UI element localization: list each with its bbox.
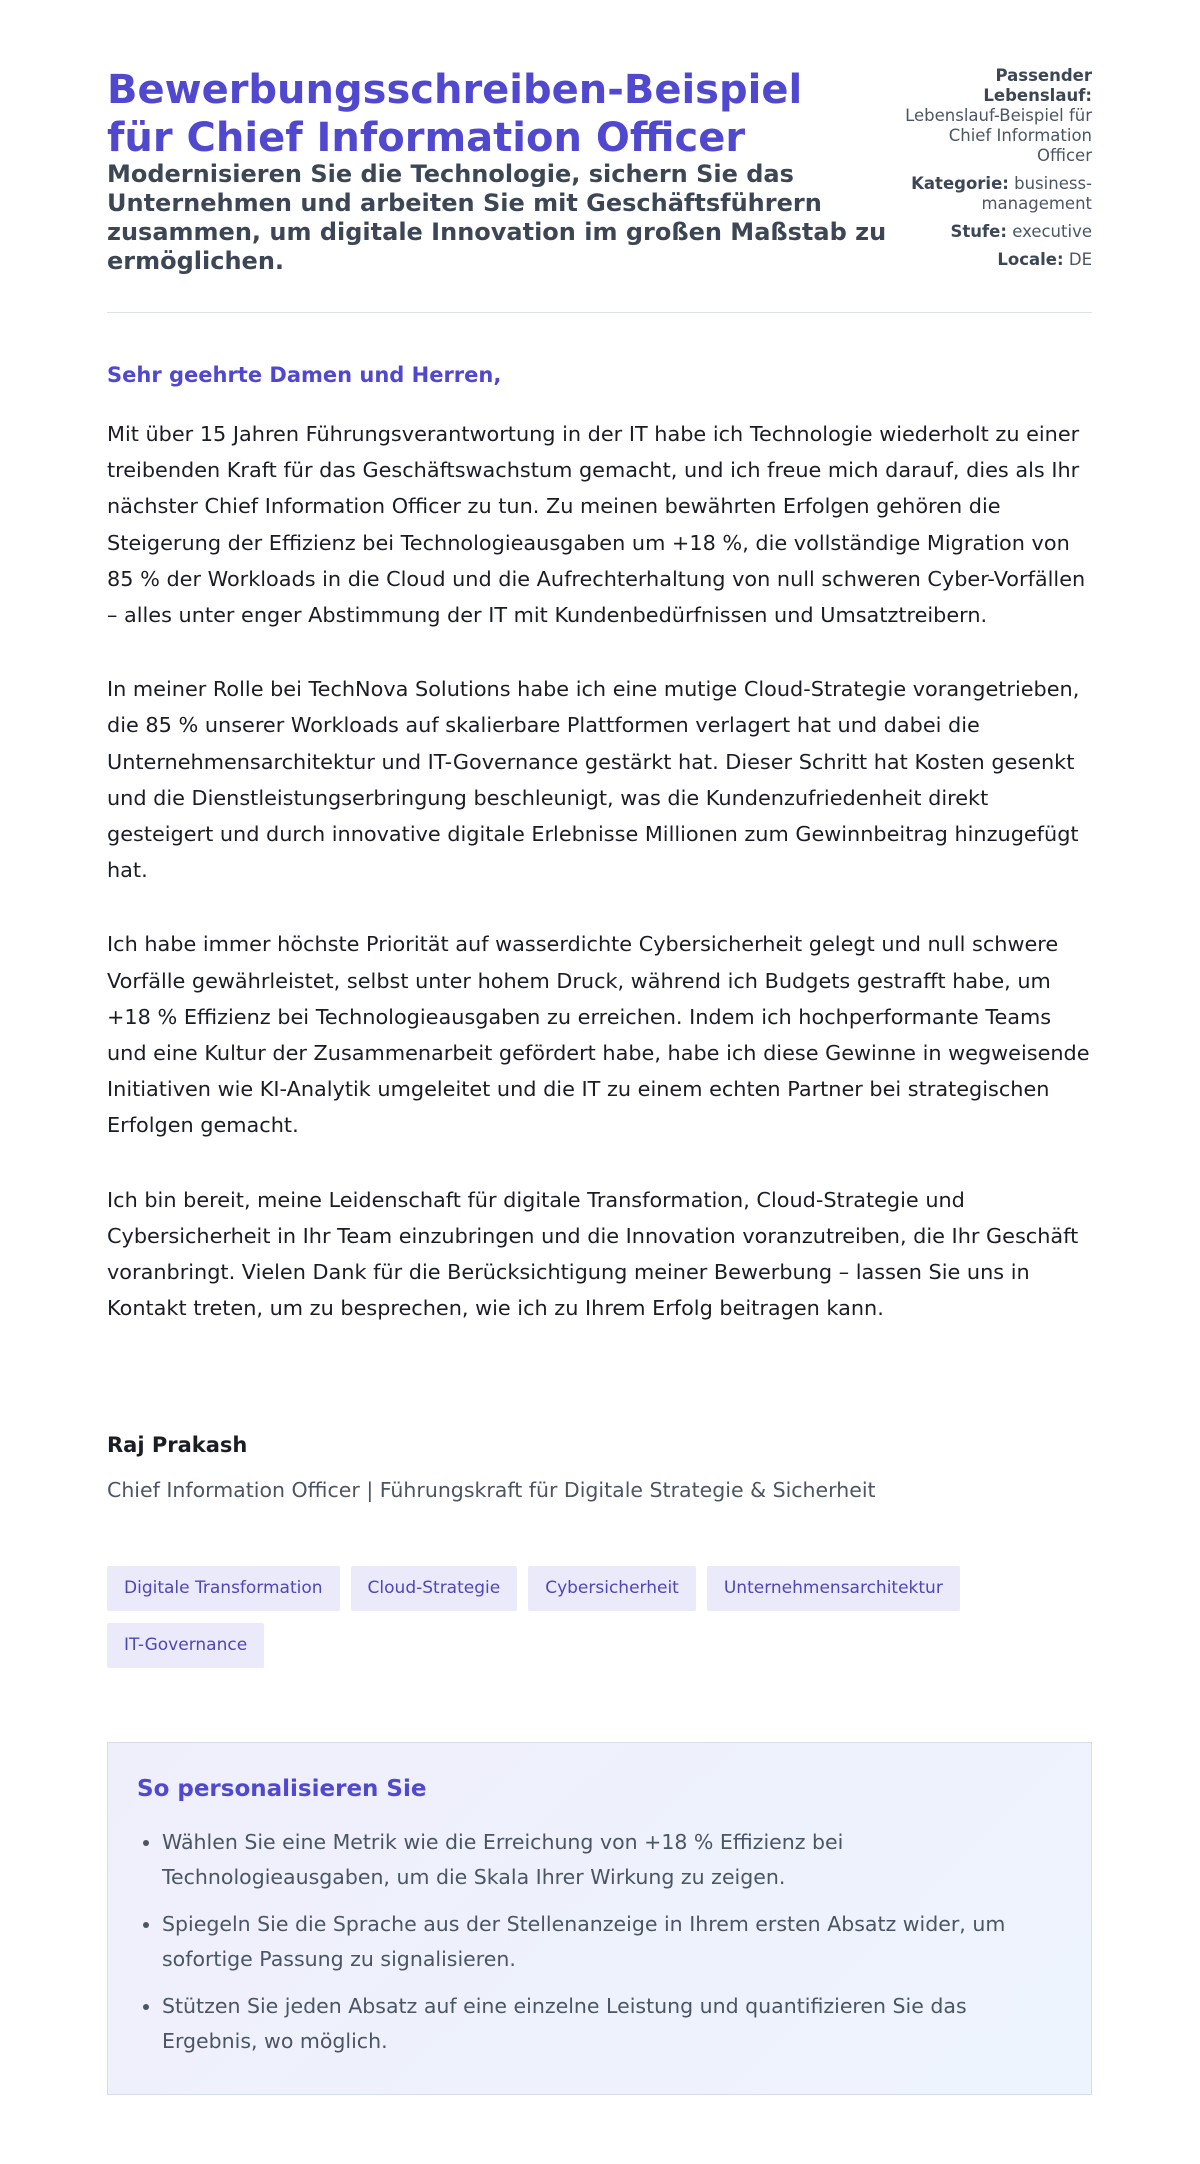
tag-cloud-strategie[interactable]: Cloud-Strategie [351, 1566, 518, 1611]
meta-resume-value[interactable]: Lebenslauf-Beispiel für Chief Information Officer [905, 106, 1092, 165]
letter-paragraph: Ich habe immer höchste Priorität auf wasserdichte Cybersicherheit gelegt und null schwere Vorfälle gewährleistet, selbst unter hohem Druck, während ich Budgets gestrafft habe, um +18 % Effizienz bei Technologieausgaben zu erreichen. Indem ich hochperformante Teams und eine Kultur der Zusammenarbeit gefördert habe, habe ich diese Gewinne in wegweisende Initiativen wie KI-Analytik umgeleitet und die IT zu einem echten Partner bei strategischen Erfolgen gemacht. [107, 932, 1090, 1138]
meta-resume-label: Passender Lebenslauf: [983, 66, 1092, 105]
tag-digitale-transformation[interactable]: Digitale Transformation [107, 1566, 340, 1611]
meta-level [892, 222, 1092, 242]
meta-panel [892, 66, 1092, 272]
letter-body [107, 416, 1092, 1364]
signature-role: Chief Information Officer | Führungskraft für Digitale Strategie & Sicherheit [107, 1478, 876, 1502]
letter-paragraph: Ich bin bereit, meine Leidenschaft für digitale Transformation, Cloud-Strategie und Cybersicherheit in Ihr Team einzubringen und die Innovation voranzutreiben, die Ihr Geschäft voranbringt. Vielen Dank für die Berücksichtigung meiner Bewerbung – lassen Sie uns in Kontakt treten, um zu besprechen, wie ich zu Ihrem Erfolg beitragen kann. [107, 1187, 1079, 1321]
meta-category-label: Kategorie: [911, 174, 1009, 193]
meta-category-value: business-management [981, 174, 1092, 213]
meta-level-value: executive [1012, 222, 1092, 241]
meta-level-label: Stufe: [950, 222, 1007, 241]
tag-cybersicherheit[interactable]: Cybersicherheit [528, 1566, 696, 1611]
meta-category [892, 174, 1092, 214]
tip-item: • Wählen Sie eine Metrik wie die Erreichung von +18 % Effizienz bei Technologieausgaben, um die Skala Ihrer Wirkung zu zeigen. [162, 1825, 1062, 1895]
tag-unternehmensarchitektur[interactable]: Unternehmensarchitektur [707, 1566, 960, 1611]
meta-locale-value: DE [1068, 250, 1092, 269]
tip-item: • Stützen Sie jeden Absatz auf eine einzelne Leistung und quantifizieren Sie das Ergebnis, wo möglich. [162, 1989, 1062, 2059]
skill-tags [107, 1566, 1007, 1668]
page-subtitle: Modernisieren Sie die Technologie, sichern Sie das Unternehmen und arbeiten Sie mit Geschäftsführern zusammen, um digitale Innovation im großen Maßstab zu ermöglichen. [107, 160, 887, 275]
tips-title: So personalisieren Sie [137, 1776, 427, 1802]
salutation: Sehr geehrte Damen und Herren, [107, 363, 502, 387]
letter-paragraph: Mit über 15 Jahren Führungsverantwortung in der IT habe ich Technologie wiederholt zu einer treibenden Kraft für das Geschäftswachstum gemacht, und ich freue mich darauf, dies als Ihr nächster Chief Information Officer zu tun. Zu meinen bewährten Erfolgen gehören die Steigerung der Effizienz bei Technologieausgaben um +18 %, die vollständige Migration von 85 % der Workloads in die Cloud und die Aufrechterhaltung von null schweren Cyber-Vorfällen – alles unter enger Abstimmung der IT mit Kundenbedürfnissen und Umsatztreibern. [107, 422, 1086, 628]
tips-list [137, 1825, 1062, 2071]
meta-locale [892, 250, 1092, 270]
tag-it-governance[interactable]: IT-Governance [107, 1623, 264, 1668]
letter-paragraph: In meiner Rolle bei TechNova Solutions habe ich eine mutige Cloud-Strategie vorangetrieben, die 85 % unserer Workloads auf skalierbare Plattformen verlagert hat und dabei die Unternehmensarchitektur und IT-Governance gestärkt hat. Dieser Schritt hat Kosten gesenkt und die Dienstleistungserbringung beschleunigt, was die Kundenzufriedenheit direkt gesteigert und durch innovative digitale Erlebnisse Millionen zum Gewinnbeitrag hinzugefügt hat. [107, 677, 1080, 883]
meta-resume [892, 66, 1092, 166]
page-title: Bewerbungsschreiben-Beispiel für Chief Information Officer [107, 67, 803, 161]
signature-name: Raj Prakash [107, 1433, 248, 1457]
meta-locale-label: Locale: [997, 250, 1064, 269]
header-divider [107, 312, 1092, 313]
personalization-tips-box [107, 1742, 1092, 2095]
tip-item: • Spiegeln Sie die Sprache aus der Stellenanzeige in Ihrem ersten Absatz wider, um sofortige Passung zu signalisieren. [162, 1907, 1062, 1977]
